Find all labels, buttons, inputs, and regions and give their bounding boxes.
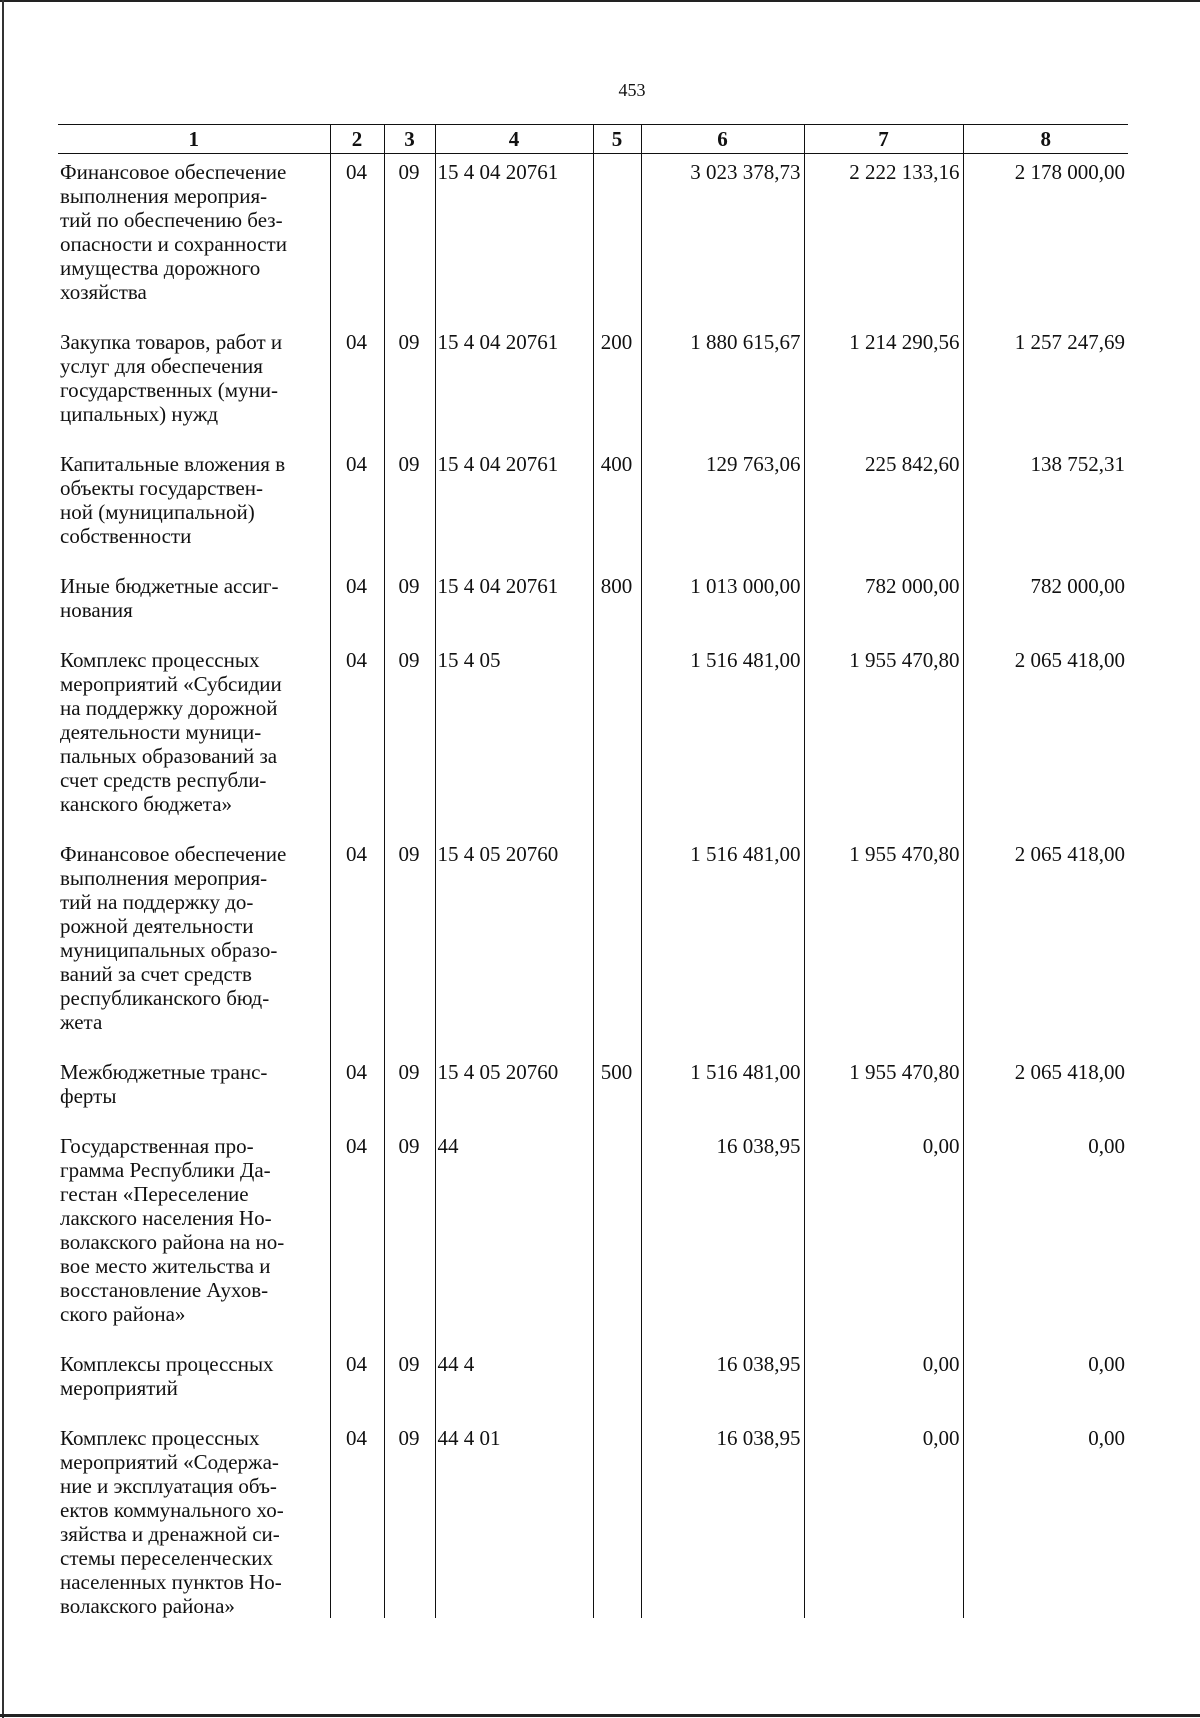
row-name-line: пальных образований за bbox=[60, 744, 278, 768]
amount-col-8: 1 257 247,69 bbox=[963, 318, 1128, 440]
target-article-code: 15 4 04 20761 bbox=[435, 440, 593, 562]
row-name-line: тий по обеспечению без- bbox=[60, 208, 283, 232]
budget-table bbox=[58, 124, 1128, 1618]
row-name-line: услуг для обеспечения bbox=[60, 354, 263, 378]
row-name bbox=[58, 1122, 330, 1340]
table-row bbox=[58, 1340, 1128, 1414]
target-article-code: 15 4 04 20761 bbox=[435, 154, 593, 319]
amount-col-8: 0,00 bbox=[963, 1340, 1128, 1414]
row-name-line: вое место жительства и bbox=[60, 1254, 271, 1278]
subsection-code: 09 bbox=[384, 154, 435, 319]
section-code: 04 bbox=[330, 636, 384, 830]
amount-col-6: 1 516 481,00 bbox=[641, 636, 804, 830]
row-name bbox=[58, 1048, 330, 1122]
page-border-left bbox=[2, 0, 4, 1718]
amount-col-8: 2 065 418,00 bbox=[963, 636, 1128, 830]
section-code: 04 bbox=[330, 1122, 384, 1340]
row-name-line: муниципальных образо- bbox=[60, 938, 278, 962]
expense-type-code: 800 bbox=[593, 562, 641, 636]
row-name-line: населенных пунктов Но- bbox=[60, 1570, 282, 1594]
amount-col-8: 2 065 418,00 bbox=[963, 1048, 1128, 1122]
row-name-line: объекты государствен- bbox=[60, 476, 263, 500]
column-header: 2 bbox=[330, 125, 384, 154]
section-code: 04 bbox=[330, 1340, 384, 1414]
row-name-line: Закупка товаров, работ и bbox=[60, 330, 283, 354]
row-name-line: Комплекс процессных bbox=[60, 648, 260, 672]
subsection-code: 09 bbox=[384, 830, 435, 1048]
row-name-line: мероприятий «Содержа- bbox=[60, 1450, 279, 1474]
amount-col-6: 129 763,06 bbox=[641, 440, 804, 562]
section-code: 04 bbox=[330, 1048, 384, 1122]
expense-type-code bbox=[593, 1414, 641, 1618]
row-name-line: волакского района» bbox=[60, 1594, 235, 1618]
row-name-line: стемы переселенческих bbox=[60, 1546, 273, 1570]
row-name-line: Комплекс процессных bbox=[60, 1426, 260, 1450]
section-code: 04 bbox=[330, 562, 384, 636]
row-name-line: нования bbox=[60, 598, 133, 622]
row-name-line: рожной деятельности bbox=[60, 914, 254, 938]
section-code: 04 bbox=[330, 318, 384, 440]
target-article-code: 44 4 01 bbox=[435, 1414, 593, 1618]
column-header: 5 bbox=[593, 125, 641, 154]
amount-col-7: 1 955 470,80 bbox=[804, 830, 963, 1048]
section-code: 04 bbox=[330, 440, 384, 562]
expense-type-code: 500 bbox=[593, 1048, 641, 1122]
amount-col-7: 1 214 290,56 bbox=[804, 318, 963, 440]
row-name-line: лакского населения Но- bbox=[60, 1206, 272, 1230]
amount-col-7: 2 222 133,16 bbox=[804, 154, 963, 319]
subsection-code: 09 bbox=[384, 1414, 435, 1618]
amount-col-6: 16 038,95 bbox=[641, 1122, 804, 1340]
row-name-line: ского района» bbox=[60, 1302, 186, 1326]
row-name-line: опасности и сохранности bbox=[60, 232, 287, 256]
column-header: 3 bbox=[384, 125, 435, 154]
expense-type-code: 200 bbox=[593, 318, 641, 440]
column-header: 4 bbox=[435, 125, 593, 154]
amount-col-6: 3 023 378,73 bbox=[641, 154, 804, 319]
target-article-code: 15 4 05 20760 bbox=[435, 1048, 593, 1122]
amount-col-7: 225 842,60 bbox=[804, 440, 963, 562]
target-article-code: 15 4 05 bbox=[435, 636, 593, 830]
row-name-line: ваний за счет средств bbox=[60, 962, 252, 986]
row-name-line: восстановление Аухов- bbox=[60, 1278, 269, 1302]
expense-type-code bbox=[593, 1340, 641, 1414]
target-article-code: 15 4 04 20761 bbox=[435, 562, 593, 636]
header-row bbox=[58, 125, 1128, 154]
amount-col-8: 0,00 bbox=[963, 1414, 1128, 1618]
row-name-line: Государственная про- bbox=[60, 1134, 254, 1158]
target-article-code: 44 bbox=[435, 1122, 593, 1340]
row-name-line: имущества дорожного bbox=[60, 256, 261, 280]
row-name-line: Финансовое обеспечение bbox=[60, 160, 287, 184]
amount-col-8: 138 752,31 bbox=[963, 440, 1128, 562]
target-article-code: 15 4 05 20760 bbox=[435, 830, 593, 1048]
amount-col-6: 16 038,95 bbox=[641, 1414, 804, 1618]
row-name-line: грамма Республики Да- bbox=[60, 1158, 271, 1182]
row-name bbox=[58, 636, 330, 830]
row-name bbox=[58, 562, 330, 636]
amount-col-7: 1 955 470,80 bbox=[804, 1048, 963, 1122]
section-code: 04 bbox=[330, 830, 384, 1048]
target-article-code: 15 4 04 20761 bbox=[435, 318, 593, 440]
table-row bbox=[58, 154, 1128, 319]
row-name bbox=[58, 440, 330, 562]
expense-type-code bbox=[593, 1122, 641, 1340]
table-row bbox=[58, 1048, 1128, 1122]
row-name bbox=[58, 154, 330, 319]
row-name-line: Комплексы процессных bbox=[60, 1352, 274, 1376]
row-name-line: ферты bbox=[60, 1084, 117, 1108]
expense-type-code bbox=[593, 636, 641, 830]
amount-col-7: 0,00 bbox=[804, 1122, 963, 1340]
expense-type-code bbox=[593, 154, 641, 319]
column-header: 6 bbox=[641, 125, 804, 154]
row-name-line: выполнения мероприя- bbox=[60, 866, 268, 890]
row-name-line: ектов коммунального хо- bbox=[60, 1498, 284, 1522]
amount-col-6: 1 516 481,00 bbox=[641, 1048, 804, 1122]
amount-col-6: 16 038,95 bbox=[641, 1340, 804, 1414]
amount-col-7: 0,00 bbox=[804, 1340, 963, 1414]
page-number: 453 bbox=[618, 80, 646, 100]
target-article-code: 44 4 bbox=[435, 1340, 593, 1414]
amount-col-8: 0,00 bbox=[963, 1122, 1128, 1340]
table-row bbox=[58, 1122, 1128, 1340]
row-name-line: деятельности муници- bbox=[60, 720, 262, 744]
row-name-line: мероприятий «Субсидии bbox=[60, 672, 282, 696]
row-name-line: ципальных) нужд bbox=[60, 402, 219, 426]
row-name bbox=[58, 830, 330, 1048]
row-name-line: счет средств республи- bbox=[60, 768, 267, 792]
section-code: 04 bbox=[330, 1414, 384, 1618]
table-row bbox=[58, 562, 1128, 636]
row-name-line: выполнения мероприя- bbox=[60, 184, 268, 208]
row-name-line: зяйства и дренажной си- bbox=[60, 1522, 280, 1546]
row-name-line: Капитальные вложения в bbox=[60, 452, 286, 476]
subsection-code: 09 bbox=[384, 1122, 435, 1340]
row-name bbox=[58, 318, 330, 440]
row-name-line: Иные бюджетные ассиг- bbox=[60, 574, 279, 598]
row-name-line: гестан «Переселение bbox=[60, 1182, 249, 1206]
row-name-line: хозяйства bbox=[60, 280, 147, 304]
page-border-bottom bbox=[0, 1714, 1200, 1717]
subsection-code: 09 bbox=[384, 1048, 435, 1122]
table-row bbox=[58, 318, 1128, 440]
row-name-line: жета bbox=[60, 1010, 103, 1034]
column-header: 1 bbox=[58, 125, 330, 154]
expense-type-code bbox=[593, 830, 641, 1048]
amount-col-7: 782 000,00 bbox=[804, 562, 963, 636]
amount-col-8: 2 065 418,00 bbox=[963, 830, 1128, 1048]
row-name-line: собственности bbox=[60, 524, 192, 548]
column-header: 8 bbox=[963, 125, 1128, 154]
table-row bbox=[58, 636, 1128, 830]
row-name-line: тий на поддержку до- bbox=[60, 890, 254, 914]
row-name-line: ной (муниципальной) bbox=[60, 500, 255, 524]
row-name-line: республиканского бюд- bbox=[60, 986, 270, 1010]
amount-col-7: 1 955 470,80 bbox=[804, 636, 963, 830]
table-body bbox=[58, 154, 1128, 1619]
subsection-code: 09 bbox=[384, 636, 435, 830]
table-row bbox=[58, 440, 1128, 562]
subsection-code: 09 bbox=[384, 562, 435, 636]
expense-type-code: 400 bbox=[593, 440, 641, 562]
column-header: 7 bbox=[804, 125, 963, 154]
row-name-line: Финансовое обеспечение bbox=[60, 842, 287, 866]
amount-col-6: 1 013 000,00 bbox=[641, 562, 804, 636]
row-name-line: канского бюджета» bbox=[60, 792, 233, 816]
table-row bbox=[58, 1414, 1128, 1618]
amount-col-6: 1 880 615,67 bbox=[641, 318, 804, 440]
row-name bbox=[58, 1414, 330, 1618]
row-name-line: государственных (муни- bbox=[60, 378, 279, 402]
amount-col-7: 0,00 bbox=[804, 1414, 963, 1618]
row-name-line: волакского района на но- bbox=[60, 1230, 285, 1254]
amount-col-8: 782 000,00 bbox=[963, 562, 1128, 636]
subsection-code: 09 bbox=[384, 318, 435, 440]
row-name-line: мероприятий bbox=[60, 1376, 178, 1400]
subsection-code: 09 bbox=[384, 1340, 435, 1414]
amount-col-6: 1 516 481,00 bbox=[641, 830, 804, 1048]
row-name bbox=[58, 1340, 330, 1414]
section-code: 04 bbox=[330, 154, 384, 319]
row-name-line: на поддержку дорожной bbox=[60, 696, 278, 720]
row-name-line: Межбюджетные транс- bbox=[60, 1060, 268, 1084]
subsection-code: 09 bbox=[384, 440, 435, 562]
amount-col-8: 2 178 000,00 bbox=[963, 154, 1128, 319]
row-name-line: ние и эксплуатация объ- bbox=[60, 1474, 277, 1498]
page-border-top bbox=[0, 0, 1200, 2]
table-row bbox=[58, 830, 1128, 1048]
